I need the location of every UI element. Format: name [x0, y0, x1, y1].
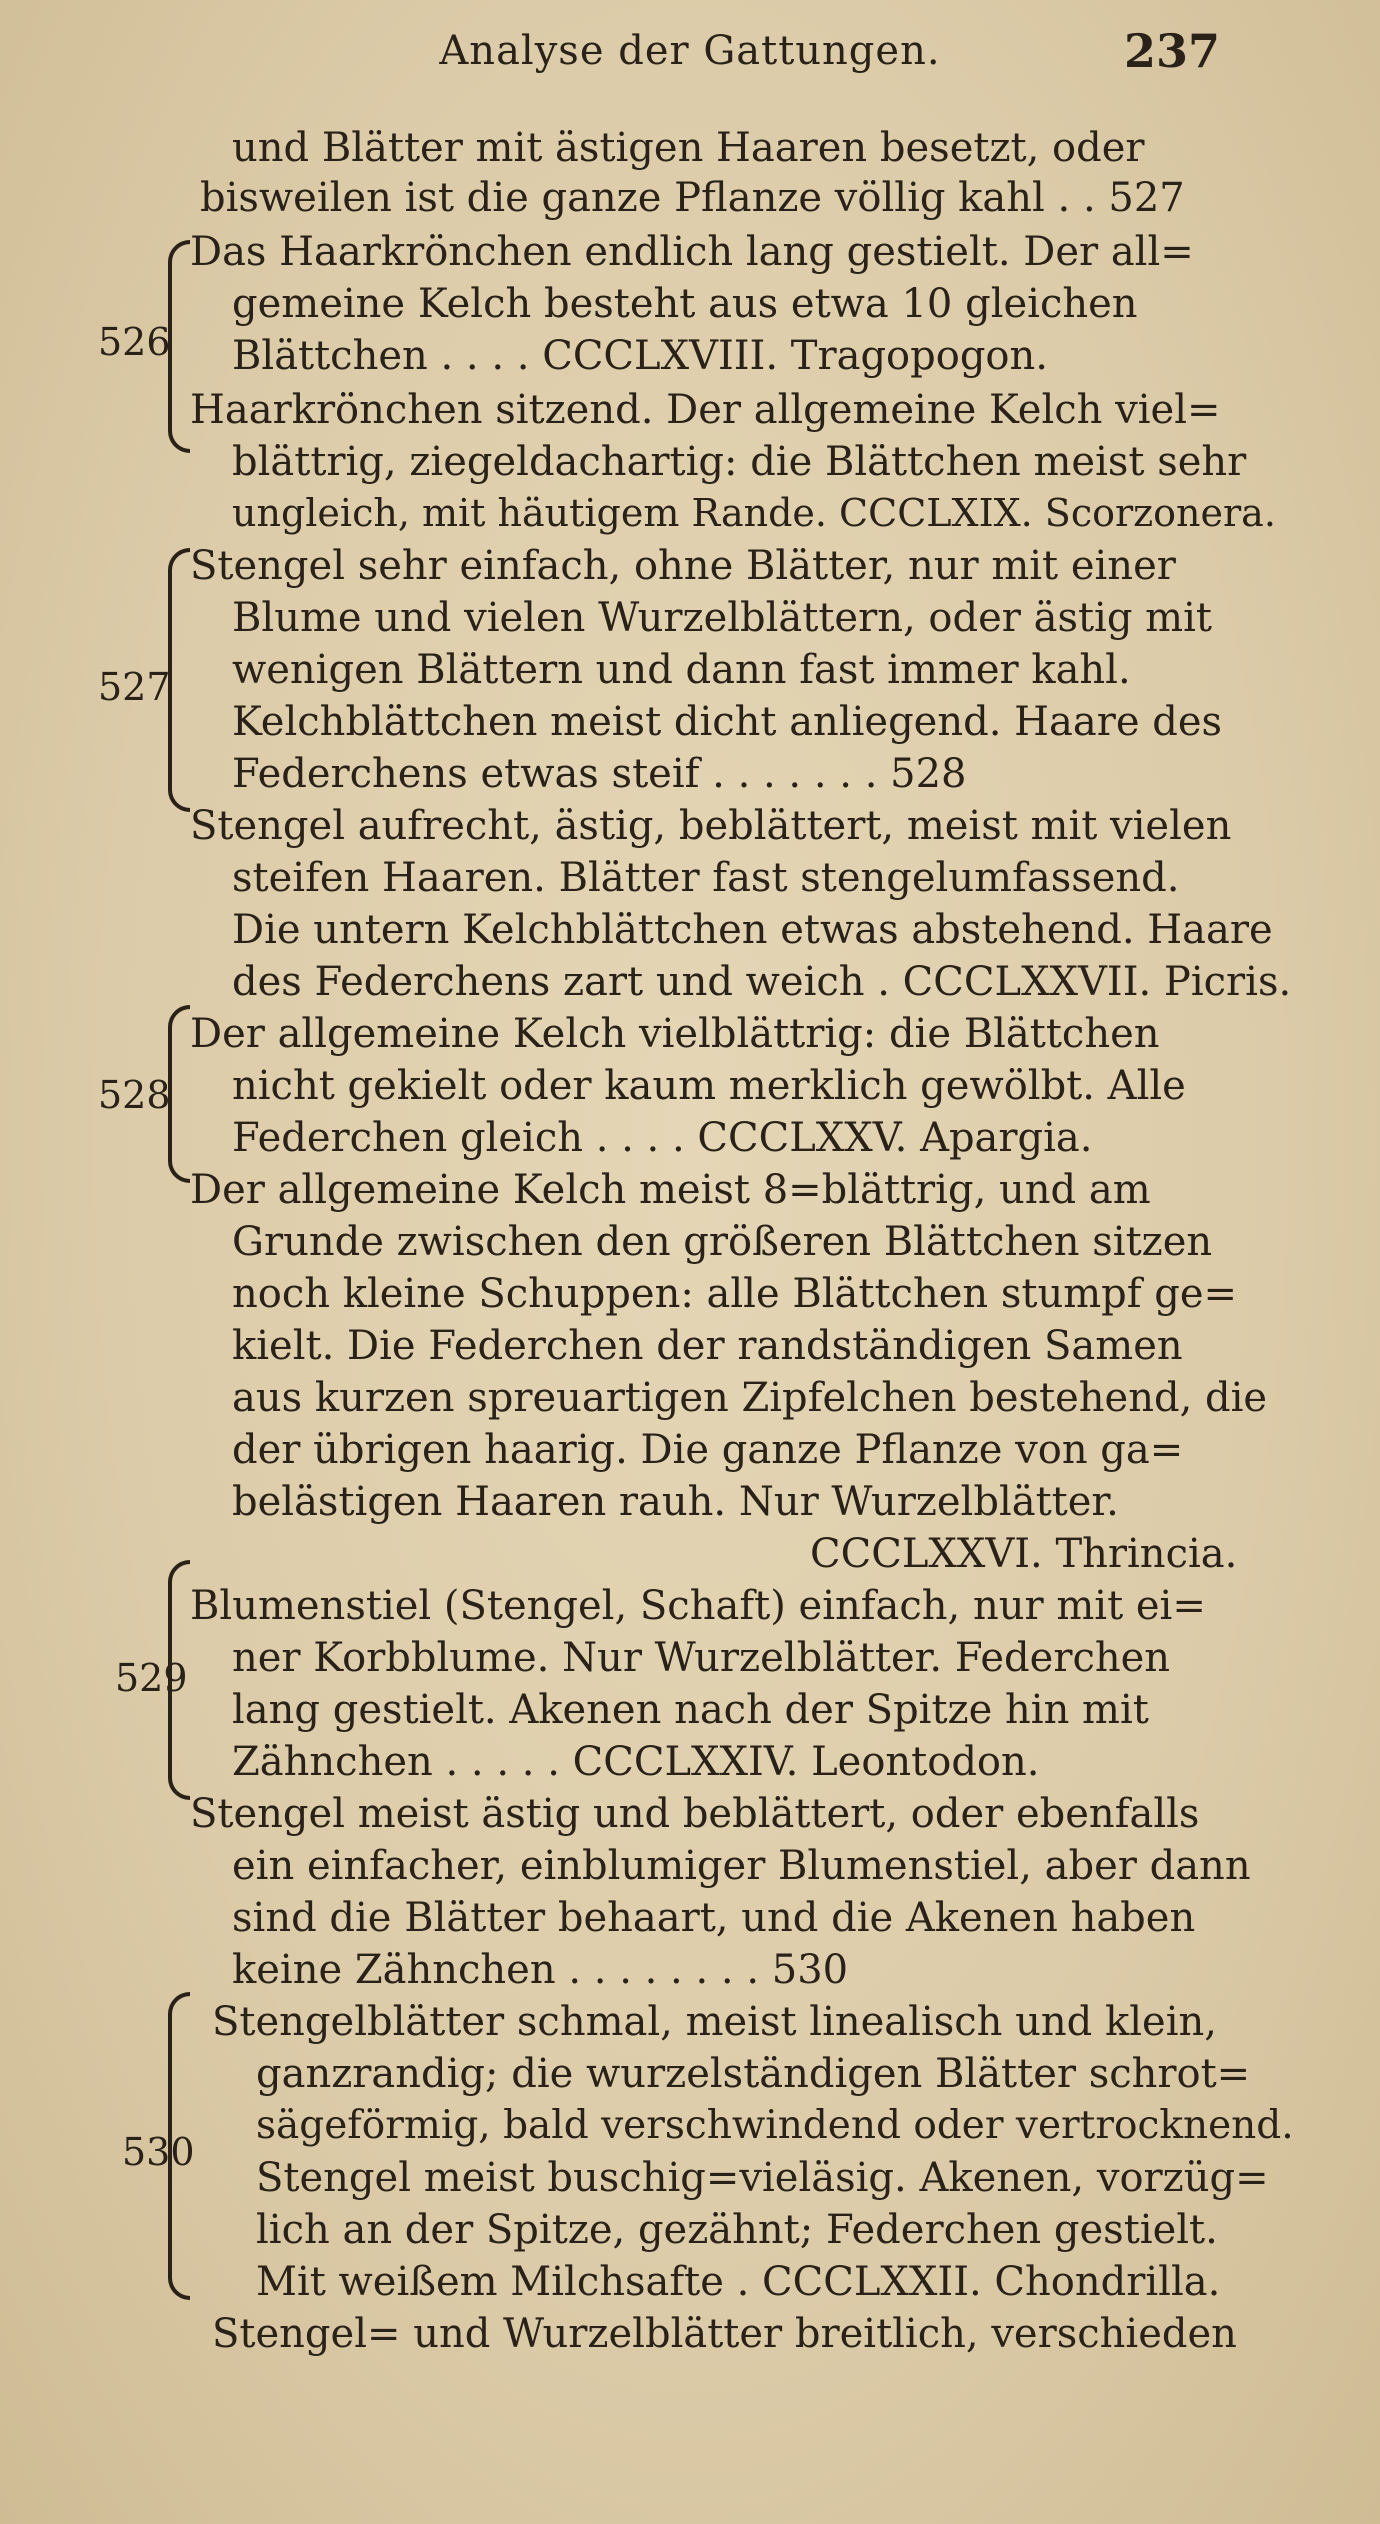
text-line: ein einfacher, einblumiger Blumenstiel, aber dann: [232, 1843, 1251, 1889]
text-line: Stengel meist buschig=vieläsig. Akenen, vorzüg=: [256, 2155, 1269, 2201]
running-header: Analyse der Gattungen.: [439, 28, 941, 74]
brace-527: [168, 548, 190, 812]
entry-number-529: 529: [115, 1656, 188, 1700]
text-line: Federchens etwas steif . . . . . . . 528: [232, 751, 967, 797]
text-line: lich an der Spitze, gezähnt; Federchen gestielt.: [256, 2207, 1218, 2253]
text-line: sind die Blätter behaart, und die Akenen haben: [232, 1895, 1196, 1941]
text-line: Der allgemeine Kelch vielblättrig: die Blättchen: [190, 1011, 1160, 1057]
text-line: Das Haarkrönchen endlich lang gestielt. Der all=: [190, 229, 1194, 275]
text-line: der übrigen haarig. Die ganze Pflanze von ga=: [232, 1427, 1184, 1473]
text-line: noch kleine Schuppen: alle Blättchen stumpf ge=: [232, 1271, 1238, 1317]
entry-number-527: 527: [98, 665, 171, 709]
text-line: Grunde zwischen den größeren Blättchen sitzen: [232, 1219, 1213, 1265]
text-line: Stengel= und Wurzelblätter breitlich, verschieden: [212, 2311, 1237, 2357]
text-line: Die untern Kelchblättchen etwas abstehend. Haare: [232, 907, 1273, 953]
text-line: steifen Haaren. Blätter fast stengelumfassend.: [232, 855, 1180, 901]
text-line: ganzrandig; die wurzelständigen Blätter schrot=: [256, 2051, 1251, 2097]
text-line: ner Korbblume. Nur Wurzelblätter. Federchen: [232, 1635, 1171, 1681]
entry-number-528: 528: [98, 1073, 171, 1117]
text-line: lang gestielt. Akenen nach der Spitze hin mit: [232, 1687, 1149, 1733]
text-line: Der allgemeine Kelch meist 8=blättrig, und am: [190, 1167, 1151, 1213]
text-line: Zähnchen . . . . . CCCLXXIV. Leontodon.: [232, 1739, 1040, 1785]
text-line: bisweilen ist die ganze Pflanze völlig kahl . . 527: [200, 175, 1185, 221]
text-line: Blume und vielen Wurzelblättern, oder ästig mit: [232, 595, 1212, 641]
text-line: CCCLXXVI. Thrincia.: [810, 1531, 1238, 1577]
text-line: sägeförmig, bald verschwindend oder vertrocknend.: [256, 2103, 1294, 2148]
page-number: 237: [1123, 24, 1220, 78]
text-line: kielt. Die Federchen der randständigen Samen: [232, 1323, 1183, 1369]
text-line: des Federchens zart und weich . CCCLXXVII. Picris.: [232, 959, 1292, 1005]
text-line: Stengel aufrecht, ästig, beblättert, meist mit vielen: [190, 803, 1232, 849]
text-line: Stengelblätter schmal, meist linealisch und klein,: [212, 1999, 1217, 2045]
text-line: nicht gekielt oder kaum merklich gewölbt. Alle: [232, 1063, 1186, 1109]
brace-526: [168, 240, 190, 453]
text-line: Blättchen . . . . CCCLXVIII. Tragopogon.: [232, 333, 1048, 379]
text-line: blättrig, ziegeldachartig: die Blättchen meist sehr: [232, 439, 1247, 485]
text-line: Haarkrönchen sitzend. Der allgemeine Kelch viel=: [190, 387, 1221, 433]
text-line: Mit weißem Milchsafte . CCCLXXII. Chondrilla.: [256, 2259, 1221, 2305]
text-line: Stengel meist ästig und beblättert, oder ebenfalls: [190, 1791, 1200, 1837]
text-line: wenigen Blättern und dann fast immer kahl.: [232, 647, 1131, 693]
brace-528: [168, 1005, 190, 1183]
text-line: Kelchblättchen meist dicht anliegend. Haare des: [232, 699, 1223, 745]
entry-number-530: 530: [122, 2130, 195, 2174]
text-line: ungleich, mit häutigem Rande. CCCLXIX. Scorzonera.: [232, 491, 1276, 535]
text-line: Federchen gleich . . . . CCCLXXV. Apargia.: [232, 1115, 1093, 1161]
text-line: und Blätter mit ästigen Haaren besetzt, oder: [232, 125, 1145, 171]
entry-number-526: 526: [98, 320, 171, 364]
text-line: belästigen Haaren rauh. Nur Wurzelblätter.: [232, 1479, 1119, 1525]
text-line: Blumenstiel (Stengel, Schaft) einfach, nur mit ei=: [190, 1583, 1206, 1629]
text-line: keine Zähnchen . . . . . . . . 530: [232, 1947, 849, 1993]
text-line: aus kurzen spreuartigen Zipfelchen bestehend, die: [232, 1375, 1268, 1421]
text-line: Stengel sehr einfach, ohne Blätter, nur mit einer: [190, 543, 1176, 589]
text-line: gemeine Kelch besteht aus etwa 10 gleichen: [232, 281, 1138, 327]
